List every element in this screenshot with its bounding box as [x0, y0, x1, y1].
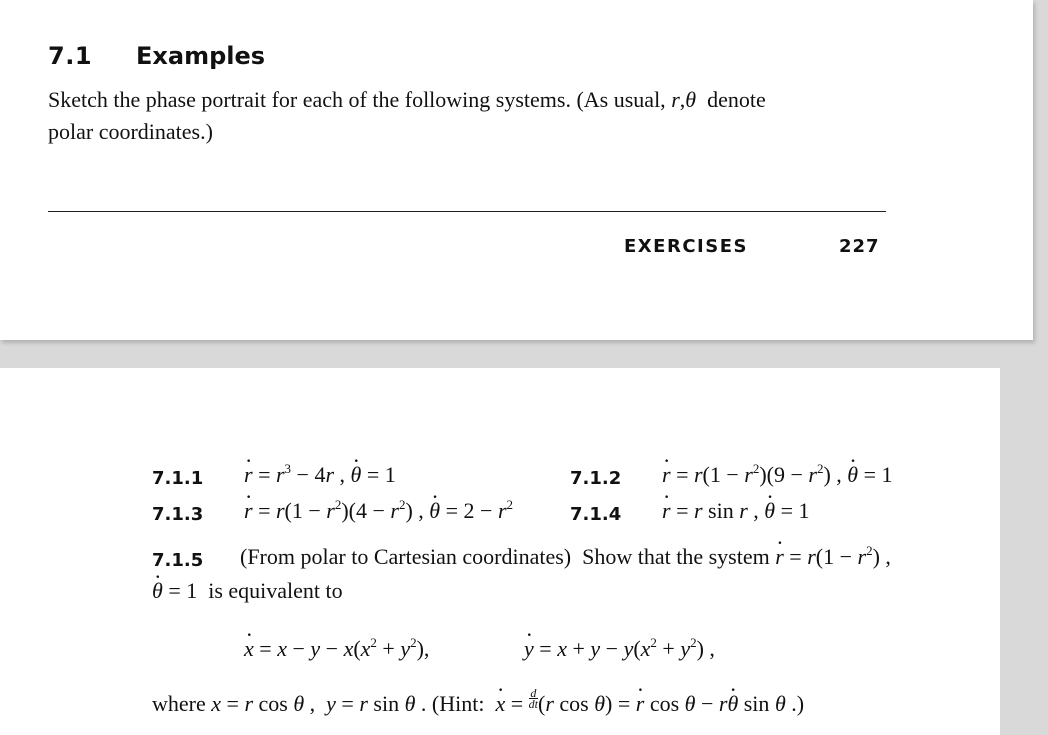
- derivative-fraction: $\frac{d}{dt}$: [528, 686, 538, 711]
- exercise-text-7-1-4: r · = r sin r , θ · = 1: [662, 498, 810, 524]
- exercise-7-1-5-hint: where x = r cos θ , y = r sin θ . (Hint: x · = $\frac{d}{dt}$ (r cos θ) = r · cos θ − rθ · sin θ .): [152, 688, 804, 717]
- horizontal-rule: [48, 211, 886, 212]
- section-number: 7.1: [48, 42, 93, 70]
- page-number: 227: [839, 236, 880, 257]
- upper-page-scan: [0, 0, 1033, 340]
- exercise-text-7-1-3: r · = $r(1 - r^2)(4 - r^2)$ , θ · = $2 - r^2$: [244, 498, 513, 524]
- exercise-number-7-1-4: 7.1.4: [570, 504, 622, 525]
- section-title: Examples: [136, 42, 266, 70]
- exercise-7-1-5-line2: θ · = 1 is equivalent to: [152, 578, 343, 604]
- exercise-7-1-5-line1: (From polar to Cartesian coordinates) Show that the system r · = $r(1 - r^2)$ ,: [240, 544, 891, 570]
- exercise-number-7-1-1: 7.1.1: [152, 468, 204, 489]
- equation-x-dot: x · = $x - y - x(x^2 + y^2)$,: [244, 636, 429, 662]
- exercise-text-7-1-2: r · = $r(1 - r^2)(9 - r^2)$ , θ · = 1: [662, 462, 893, 488]
- exercise-number-7-1-2: 7.1.2: [570, 468, 622, 489]
- exercise-number-7-1-3: 7.1.3: [152, 504, 204, 525]
- section-intro: Sketch the phase portrait for each of the following systems. (As usual, r,θ denote polar coordinates.): [48, 87, 766, 144]
- running-head: EXERCISES: [624, 236, 748, 257]
- exercise-text-7-1-1: r · = $r^3 - 4r$ , θ · = 1: [244, 462, 396, 488]
- equation-y-dot: y · = $x + y - y(x^2 + y^2)$ ,: [524, 636, 715, 662]
- exercise-number-7-1-5: 7.1.5: [152, 550, 204, 571]
- lower-page-scan: [0, 368, 1000, 735]
